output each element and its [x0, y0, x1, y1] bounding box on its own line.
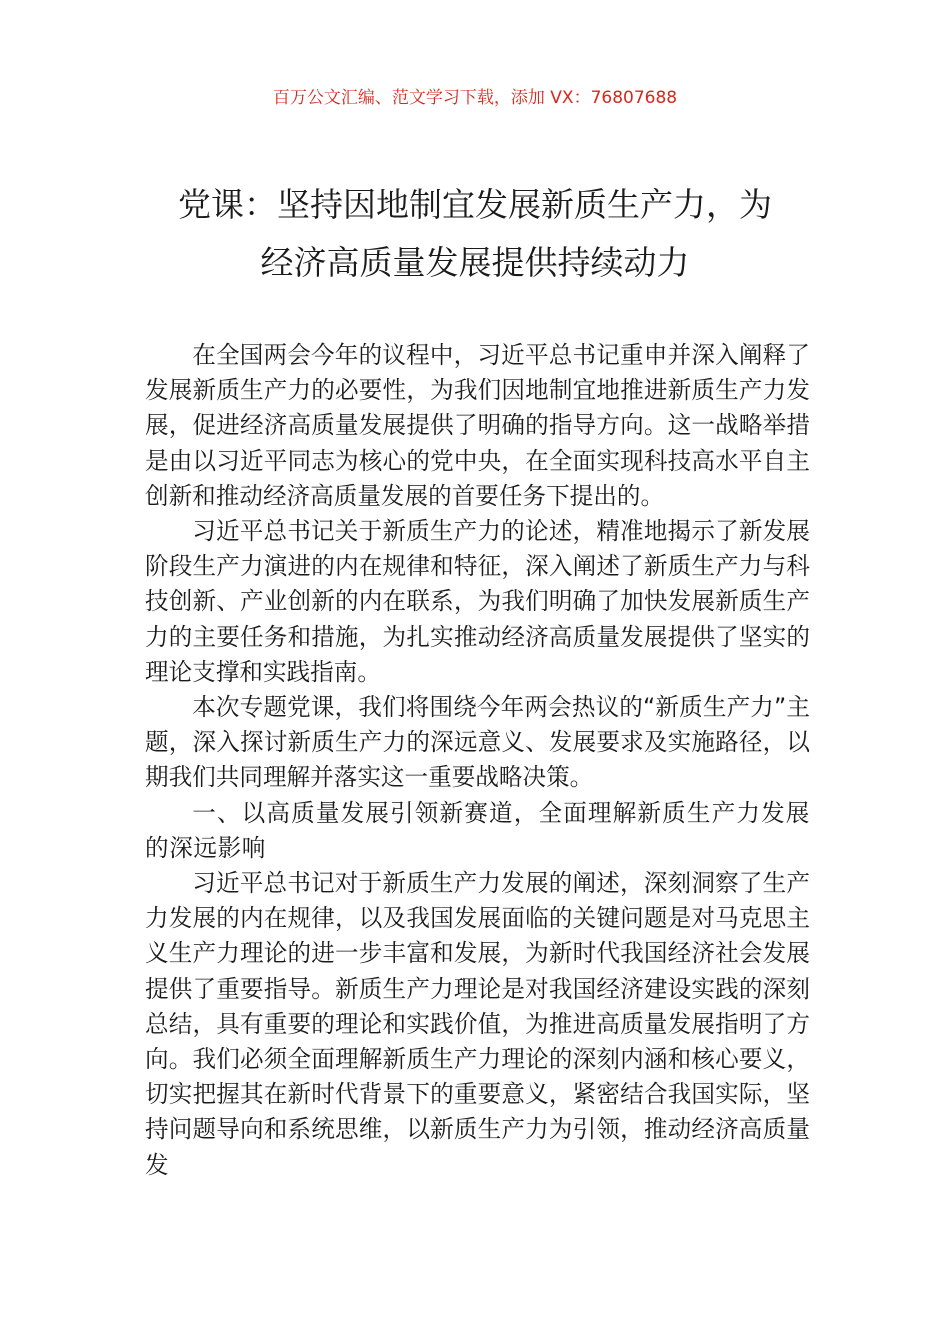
watermark-header-note: 百万公文汇编、范文学习下载，添加 VX：76807688 — [272, 88, 678, 108]
paragraph-intro: 在全国两会今年的议程中，习近平总书记重申并深入阐释了发展新质生产力的必要性，为我们因地制宜地推进新质生产力发展，促进经济高质量发展提供了明确的指导方向。这一战略举措是由以习近平同志为核心的党中央，在全面实现科技高水平自主创新和推动经济高质量发展的首要任务下提出的。 — [145, 341, 810, 510]
paragraph-section-1: 习近平总书记对于新质生产力发展的阐述，深刻洞察了生产力发展的内在规律，以及我国发展面临的关键问题是对马克思主义生产力理论的进一步丰富和发展，为新时代我国经济社会发展提供了重要指导。新质生产力理论是对我国经济建设实践的深刻总结，具有重要的理论和实践价值，为推进高质量发展指明了方向。我们必须全面理解新质生产力理论的深刻内涵和核心要义，切实把握其在新时代背景下的重要意义，紧密结合我国实际，坚持问题导向和系统思维，以新质生产力为引领，推动经济高质量发 — [145, 869, 810, 1179]
title-line-2: 经济高质量发展提供持续动力 — [260, 243, 690, 282]
paragraph-theory: 习近平总书记关于新质生产力的论述，精准地揭示了新发展阶段生产力演进的内在规律和特征，深入阐述了新质生产力与科技创新、产业创新的内在联系，为我们明确了加快发展新质生产力的主要任务和措施，为扎实推动经济高质量发展提供了坚实的理论支撑和实践指南。 — [145, 517, 810, 686]
section-heading-1: 一、以高质量发展引领新赛道，全面理解新质生产力发展的深远影响 — [145, 798, 810, 862]
paragraph-topic: 本次专题党课，我们将围绕今年两会热议的“新质生产力”主题，深入探讨新质生产力的深远意义、发展要求及实施路径，以期我们共同理解并落实这一重要战略决策。 — [145, 693, 810, 792]
title-line-1: 党课：坚持因地制宜发展新质生产力，为 — [178, 185, 772, 224]
document-body — [145, 338, 810, 1183]
document-title — [100, 176, 850, 292]
